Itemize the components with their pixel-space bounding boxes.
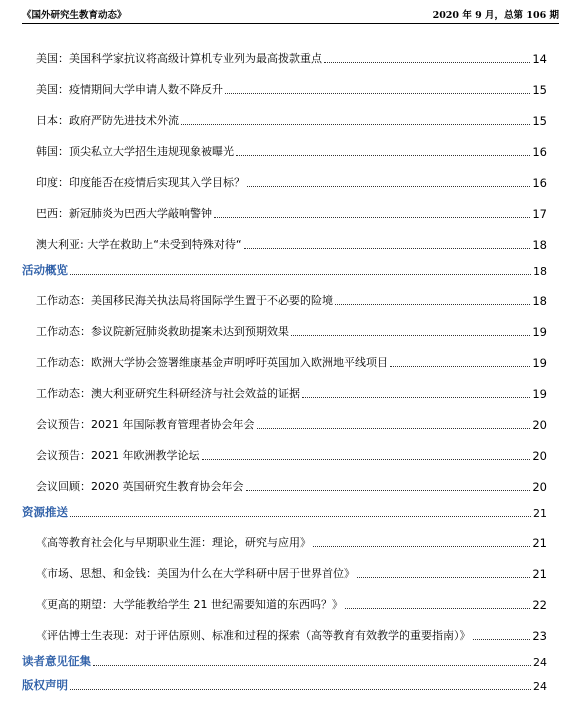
toc-item[interactable] [36, 143, 547, 159]
toc-entry-title: 美国：美国科学家抗议将高级计算机专业列为最高拨款重点 [36, 52, 322, 65]
toc-page-number: 18 [532, 294, 547, 308]
toc-entry-title: 巴西：新冠肺炎为巴西大学敲响警钟 [36, 207, 212, 220]
toc-item[interactable] [36, 447, 547, 463]
toc-page-number: 24 [533, 680, 547, 693]
toc-page-number: 22 [532, 598, 547, 612]
toc-entry-title: 活动概览 [22, 263, 68, 277]
toc-entry-title: 版权声明 [22, 678, 68, 692]
toc-page-number: 21 [533, 507, 547, 520]
toc-section[interactable] [22, 261, 547, 278]
page-header [22, 6, 559, 22]
toc-page-number: 15 [532, 83, 547, 97]
toc-entry-title: 《评估博士生表现：对于评估原则、标准和过程的探索（高等教育有效教学的重要指南）》 [36, 629, 471, 642]
toc-entry-title: 美国：疫情期间大学申请人数不降反升 [36, 83, 223, 96]
dot-leader [335, 304, 530, 305]
dot-leader [181, 124, 530, 125]
toc-page-number: 19 [532, 325, 547, 339]
toc-page-number: 14 [532, 52, 547, 66]
toc-entry-title: 工作动态：参议院新冠肺炎救助提案未达到预期效果 [36, 325, 289, 338]
dot-leader [247, 186, 530, 187]
toc-item[interactable] [36, 292, 547, 308]
dot-leader [246, 490, 531, 491]
toc-page-number: 17 [532, 207, 547, 221]
toc-entry-title: 日本：政府严防先进技术外流 [36, 114, 179, 127]
toc-entry-title: 澳大利亚: 大学在救助上“未受到特殊对待“ [36, 238, 242, 251]
dot-leader [345, 608, 530, 609]
toc-entry-title: 工作动态：美国移民海关执法局将国际学生置于不必要的险境 [36, 294, 333, 307]
dot-leader [202, 459, 531, 460]
toc-entry-title: 会议回顾：2020 英国研究生教育协会年会 [36, 480, 244, 493]
dot-leader [390, 366, 530, 367]
toc-page-number: 21 [532, 536, 547, 550]
dot-leader [313, 546, 530, 547]
toc-section[interactable] [22, 676, 547, 693]
header-rule [22, 23, 559, 24]
dot-leader [70, 274, 531, 275]
dot-leader [236, 155, 530, 156]
dot-leader [93, 665, 531, 666]
toc-entry-title: 《高等教育社会化与早期职业生涯：理论，研究与应用》 [36, 536, 311, 549]
toc-page-number: 18 [532, 238, 547, 252]
toc-item[interactable] [36, 205, 547, 221]
toc-entry-title: 会议预告：2021 年国际教育管理者协会年会 [36, 418, 255, 431]
toc-entry-title: 印度：印度能否在疫情后实现其入学目标？ [36, 176, 245, 189]
journal-title: 《国外研究生教育动态》 [22, 10, 127, 21]
toc-item[interactable] [36, 112, 547, 128]
toc-item[interactable] [36, 627, 547, 643]
toc-entry-title: 会议预告：2021 年欧洲教学论坛 [36, 449, 200, 462]
toc-entry-title: 工作动态：欧洲大学协会签署维康基金声明呼吁英国加入欧洲地平线项目 [36, 356, 388, 369]
toc-item[interactable] [36, 534, 547, 550]
toc-item[interactable] [36, 478, 547, 494]
toc-page-number: 23 [532, 629, 547, 643]
toc-page-number: 18 [533, 265, 547, 278]
toc-entry-title: 工作动态：澳大利亚研究生科研经济与社会效益的证据 [36, 387, 300, 400]
toc-page-number: 20 [532, 480, 547, 494]
dot-leader [324, 62, 530, 63]
issue-info: 2020 年 9 月，总第 106 期 [432, 10, 559, 21]
dot-leader [473, 639, 531, 640]
toc-page-number: 19 [532, 387, 547, 401]
toc-section[interactable] [22, 503, 547, 520]
toc-item[interactable] [36, 174, 547, 190]
dot-leader [225, 93, 530, 94]
toc-item[interactable] [36, 565, 547, 581]
dot-leader [70, 689, 531, 690]
dot-leader [244, 248, 531, 249]
toc-page-number: 16 [532, 145, 547, 159]
toc-page-number: 16 [532, 176, 547, 190]
toc-page-number: 20 [532, 449, 547, 463]
toc-page-number: 21 [532, 567, 547, 581]
toc-entry-title: 《更高的期望：大学能教给学生 21 世纪需要知道的东西吗？》 [36, 598, 343, 611]
dot-leader [302, 397, 530, 398]
toc-item[interactable] [36, 385, 547, 401]
toc-item[interactable] [36, 416, 547, 432]
toc-page-number: 15 [532, 114, 547, 128]
toc-item[interactable] [36, 236, 547, 252]
toc-entry-title: 资源推送 [22, 505, 68, 519]
toc-item[interactable] [36, 81, 547, 97]
dot-leader [357, 577, 530, 578]
toc-section[interactable] [22, 652, 547, 669]
toc-page-number: 20 [532, 418, 547, 432]
toc-item[interactable] [36, 596, 547, 612]
toc-item[interactable] [36, 354, 547, 370]
toc-item[interactable] [36, 50, 547, 66]
dot-leader [70, 516, 531, 517]
toc-item[interactable] [36, 323, 547, 339]
toc-entry-title: 读者意见征集 [22, 654, 91, 668]
dot-leader [291, 335, 530, 336]
toc-entry-title: 韩国：顶尖私立大学招生违规现象被曝光 [36, 145, 234, 158]
dot-leader [214, 217, 530, 218]
dot-leader [257, 428, 531, 429]
toc-entry-title: 《市场、思想、和金钱：美国为什么在大学科研中居于世界首位》 [36, 567, 355, 580]
toc-page-number: 19 [532, 356, 547, 370]
toc-page-number: 24 [533, 656, 547, 669]
